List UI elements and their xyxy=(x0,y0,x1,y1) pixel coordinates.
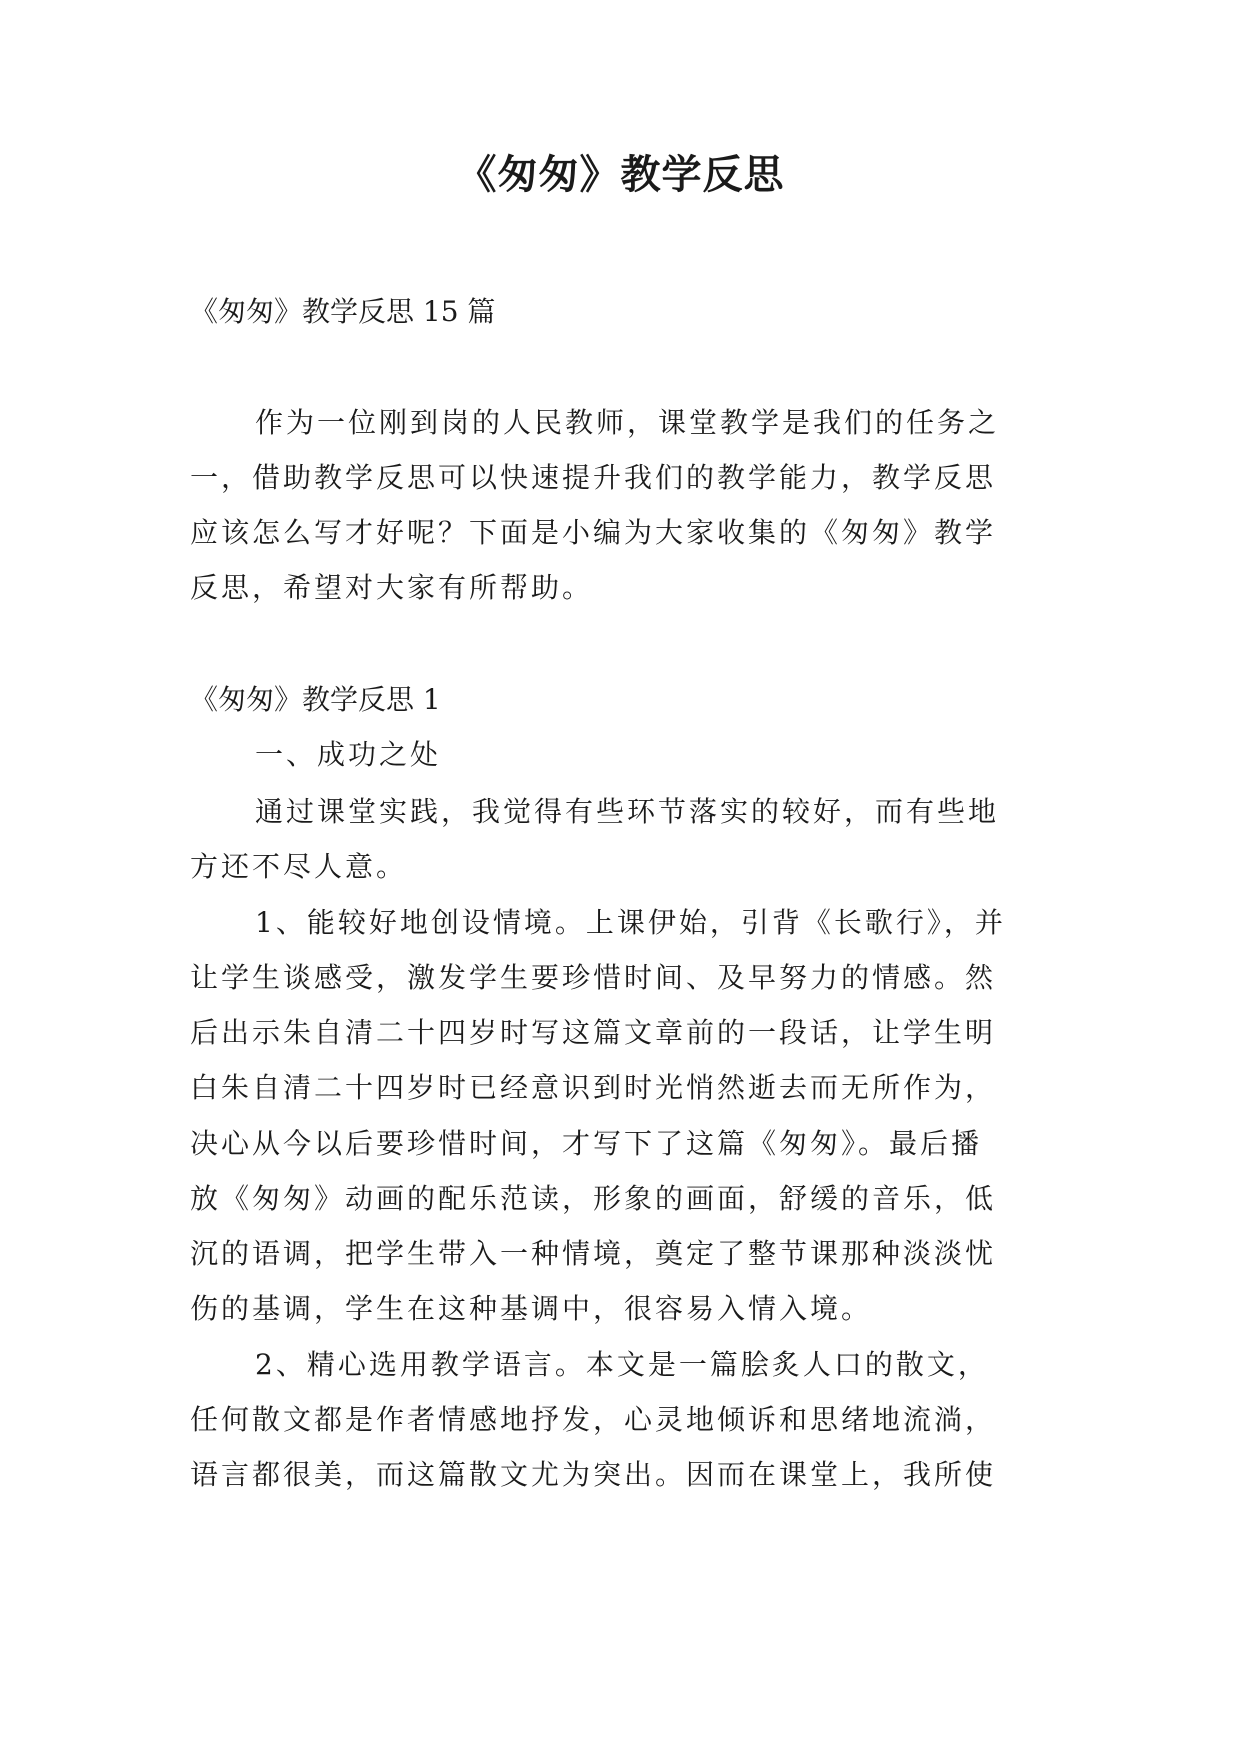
paragraph-line: 白朱自清二十四岁时已经意识到时光悄然逝去而无所作为， xyxy=(190,1071,997,1104)
paragraph-line: 任何散文都是作者情感地抒发，心灵地倾诉和思绪地流淌， xyxy=(190,1403,997,1436)
document-subtitle: 《匆匆》教学反思 15 篇 xyxy=(190,295,496,328)
intro-line: 应该怎么写才好呢？下面是小编为大家收集的《匆匆》教学 xyxy=(190,516,997,549)
paragraph-line: 后出示朱自清二十四岁时写这篇文章前的一段话，让学生明 xyxy=(190,1016,997,1049)
intro-line: 作为一位刚到岗的人民教师，课堂教学是我们的任务之 xyxy=(255,406,1000,439)
paragraph-line: 2、精心选用教学语言。本文是一篇脍炙人口的散文， xyxy=(255,1348,989,1381)
paragraph-line: 伤的基调，学生在这种基调中，很容易入情入境。 xyxy=(190,1292,873,1325)
paragraph-line: 通过课堂实践，我觉得有些环节落实的较好，而有些地 xyxy=(255,795,1000,828)
paragraph-line: 让学生谈感受，激发学生要珍惜时间、及早努力的情感。然 xyxy=(190,961,997,994)
sub-heading: 一、成功之处 xyxy=(255,738,442,771)
paragraph-line: 语言都很美，而这篇散文尤为突出。因而在课堂上，我所使 xyxy=(190,1458,997,1491)
section-heading: 《匆匆》教学反思 1 xyxy=(190,683,441,716)
document-title: 《匆匆》教学反思 xyxy=(456,151,785,198)
paragraph-line: 决心从今以后要珍惜时间，才写下了这篇《匆匆》。最后播 xyxy=(190,1127,983,1160)
intro-line: 一，借助教学反思可以快速提升我们的教学能力，教学反思 xyxy=(190,461,997,494)
intro-line: 反思，希望对大家有所帮助。 xyxy=(190,571,594,604)
paragraph-line: 放《匆匆》动画的配乐范读，形象的画面，舒缓的音乐，低 xyxy=(190,1182,997,1215)
paragraph-line: 方还不尽人意。 xyxy=(190,850,408,883)
paragraph-line: 沉的语调，把学生带入一种情境，奠定了整节课那种淡淡忧 xyxy=(190,1237,997,1270)
paragraph-line: 1、能较好地创设情境。上课伊始，引背《长歌行》，并 xyxy=(255,906,1006,939)
